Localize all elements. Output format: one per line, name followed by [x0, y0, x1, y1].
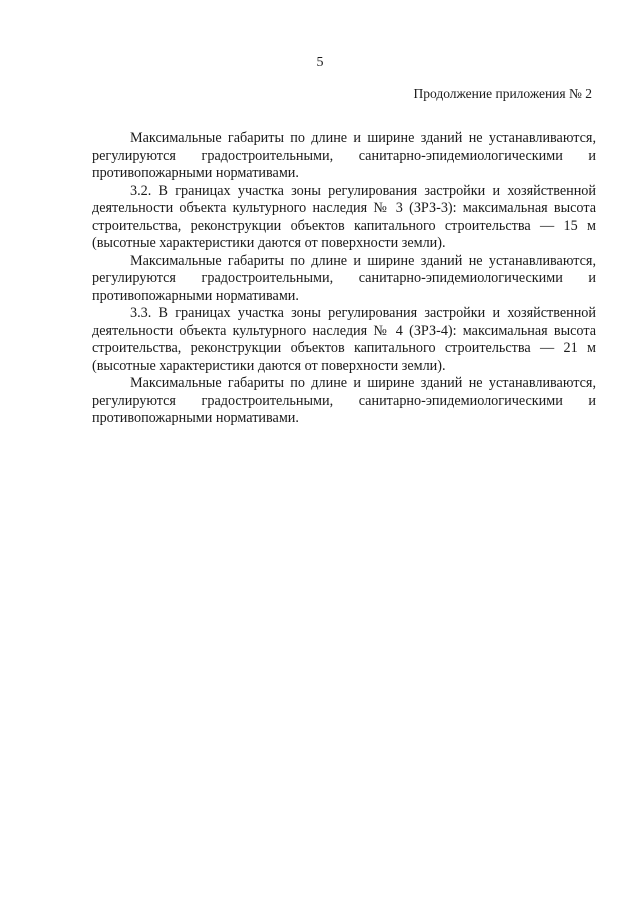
paragraph-dimensions-2: Максимальные габариты по длине и ширине зданий не устанавливаются, регулируются градостроительными, санитарно-эпидемиологическими и противопожарными нормативами.: [92, 252, 596, 304]
page-number: 5: [316, 55, 324, 70]
document-body: [92, 130, 596, 428]
paragraph-dimensions-1: Максимальные габариты по длине и ширине зданий не устанавливаются, регулируются градостроительными, санитарно-эпидемиологическими и противопожарными нормативами.: [92, 130, 596, 181]
annex-continuation-note: Продолжение приложения № 2: [413, 86, 592, 101]
paragraph-zone-zrz-4: 3.3. В границах участка зоны регулирования застройки и хозяйственной деятельности объекта культурного наследия № 4 (ЗРЗ-4): максимальная высота строительства, реконструкции объектов капитального строительства — 21 м (высотные характеристики даются от поверхности земли).: [92, 305, 596, 374]
paragraph-zone-zrz-3: 3.2. В границах участка зоны регулирования застройки и хозяйственной деятельности объекта культурного наследия № 3 (ЗРЗ-3): максимальная высота строительства, реконструкции объектов капитального строительства — 15 м (высотные характеристики даются от поверхности земли).: [92, 182, 596, 251]
paragraph-dimensions-3: Максимальные габариты по длине и ширине зданий не устанавливаются, регулируются градостроительными, санитарно-эпидемиологическими и противопожарными нормативами.: [92, 375, 596, 426]
